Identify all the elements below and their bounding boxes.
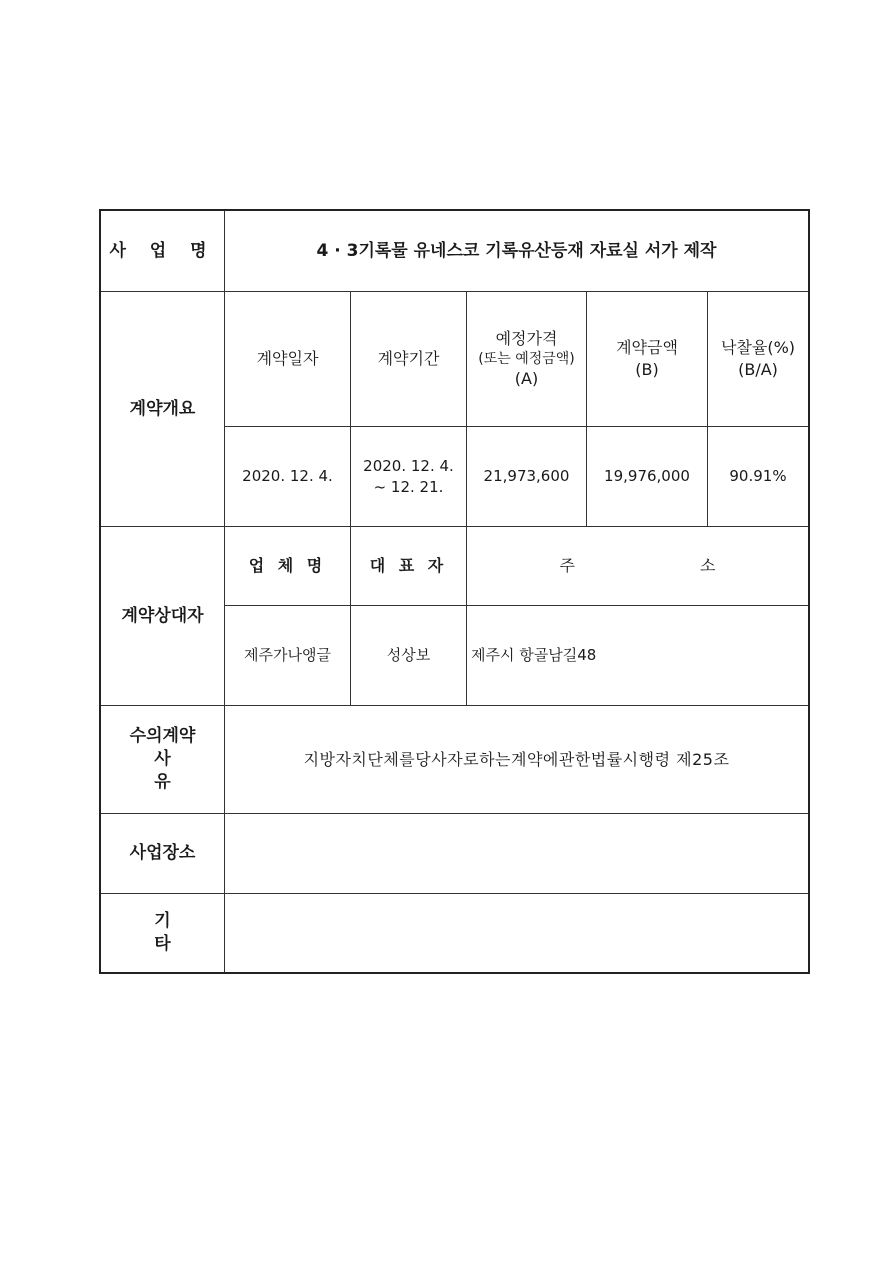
company-header: 업 체 명 (248, 556, 327, 576)
award-rate-value: 90.91% (729, 467, 787, 486)
estimated-price-value: 21,973,600 (483, 467, 570, 486)
estimated-price-header-line2: (또는 예정금액) (478, 350, 575, 367)
private-contract-label-line1: 수의계약 (129, 726, 196, 747)
award-rate-header (708, 292, 808, 426)
address-header: 주 소 (559, 556, 776, 576)
private-contract-label (101, 706, 224, 813)
contract-amount-header-line2: (B) (635, 360, 659, 379)
other-label: 기 타 (154, 911, 201, 954)
project-title: 4 · 3기록물 유네스코 기록유산등재 자료실 서가 제작 (316, 240, 717, 261)
counterparty-label: 계약상대자 (121, 605, 204, 626)
private-contract-label-line2: 사 유 (154, 749, 195, 792)
company-value: 제주가나앵글 (244, 646, 331, 665)
representative-value: 성상보 (386, 646, 431, 665)
contract-period-start: 2020. 12. 4. (363, 457, 454, 476)
estimated-price-header-line1: 예정가격 (495, 328, 558, 348)
award-rate-header-line1: 낙찰율(%) (720, 338, 796, 358)
site-label: 사업장소 (129, 843, 196, 864)
estimated-price-header-line3: (A) (514, 369, 539, 389)
contract-period-value (351, 427, 466, 526)
other-value (225, 894, 808, 972)
contract-amount-value: 19,976,000 (604, 467, 690, 486)
estimated-price-header (467, 292, 586, 426)
contract-period-header: 계약기간 (377, 349, 440, 369)
award-rate-header-line2: (B/A) (738, 360, 778, 379)
contract-date-header: 계약일자 (256, 349, 319, 369)
private-contract-reason: 지방자치단체를당사자로하는계약에관한법률시행령 제25조 (303, 749, 730, 769)
contract-period-end: ~ 12. 21. (373, 477, 444, 496)
site-value (225, 814, 808, 893)
contract-amount-header (587, 292, 707, 426)
address-value: 제주시 항골남길48 (471, 646, 597, 665)
contract-date-value: 2020. 12. 4. (242, 467, 333, 486)
contract-table (99, 209, 810, 974)
project-label: 사 업 명 (109, 240, 216, 261)
contract-amount-header-line1: 계약금액 (616, 338, 678, 358)
contract-overview-label: 계약개요 (129, 398, 196, 419)
representative-header: 대 표 자 (369, 556, 448, 576)
